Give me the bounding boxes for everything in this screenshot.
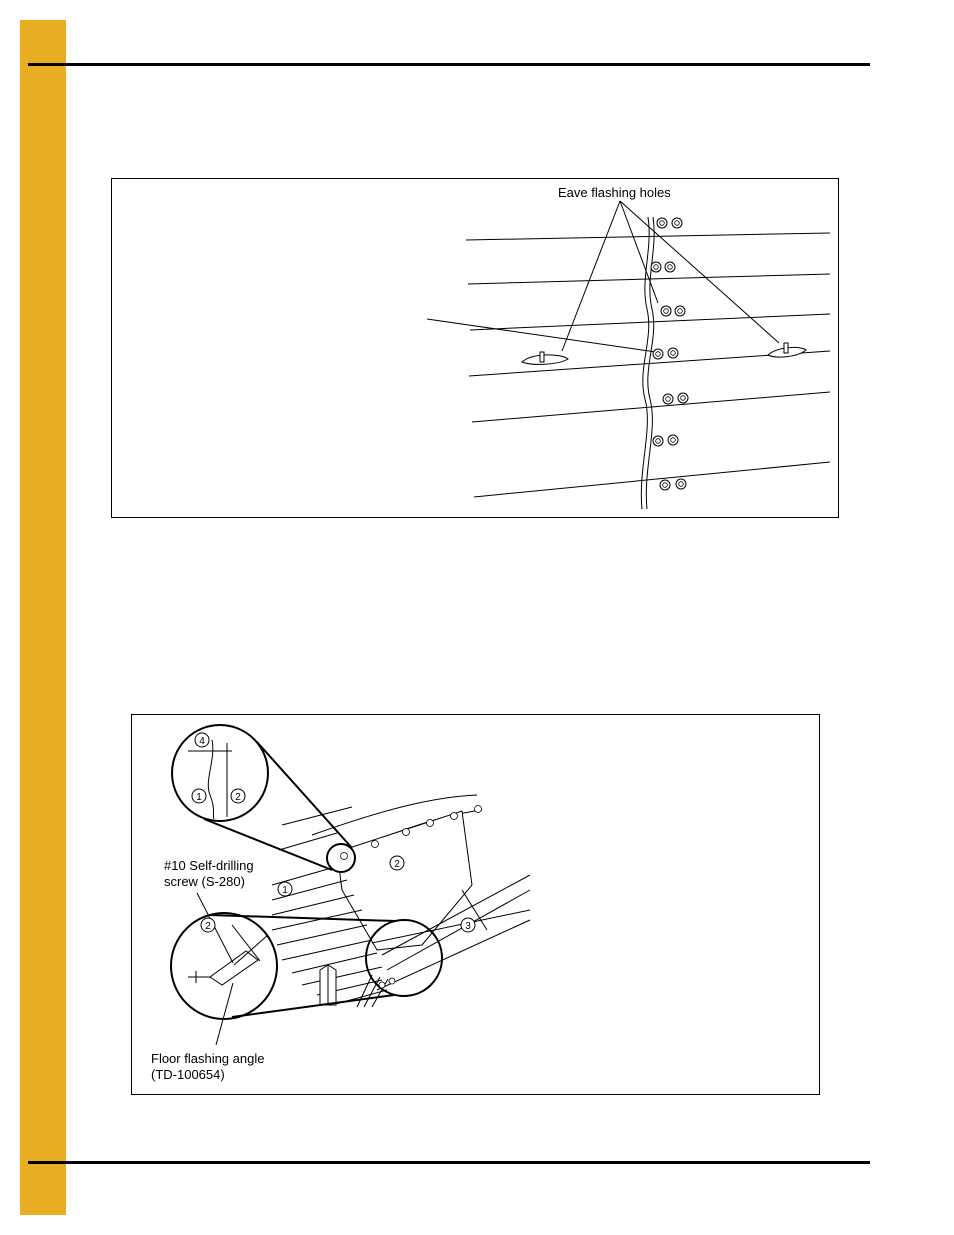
callout-2-top: 2 [235, 792, 241, 803]
floor-flashing-drawing [132, 715, 819, 1094]
header-rule [28, 63, 870, 66]
floor-flashing-label-line1: Floor flashing angle [151, 1051, 265, 1066]
footer-rule [28, 1161, 870, 1164]
figure-floor-flashing [131, 714, 820, 1095]
eave-flashing-drawing [112, 179, 838, 517]
callout-2-detail: 2 [205, 921, 211, 932]
callout-4-top: 4 [199, 736, 205, 747]
screw-label-line2: screw (S-280) [164, 874, 245, 889]
eave-flashing-holes-label: Eave flashing holes [558, 185, 671, 200]
screw-label-line1: #10 Self-drilling [164, 858, 254, 873]
floor-flashing-label-line2: (TD-100654) [151, 1067, 225, 1082]
callout-1-panel: 1 [282, 885, 288, 896]
callout-1-top: 1 [196, 792, 202, 803]
side-tab [20, 20, 66, 1215]
callout-2-panel: 2 [394, 859, 400, 870]
figure-eave-flashing [111, 178, 839, 518]
callout-3-panel: 3 [465, 921, 471, 932]
